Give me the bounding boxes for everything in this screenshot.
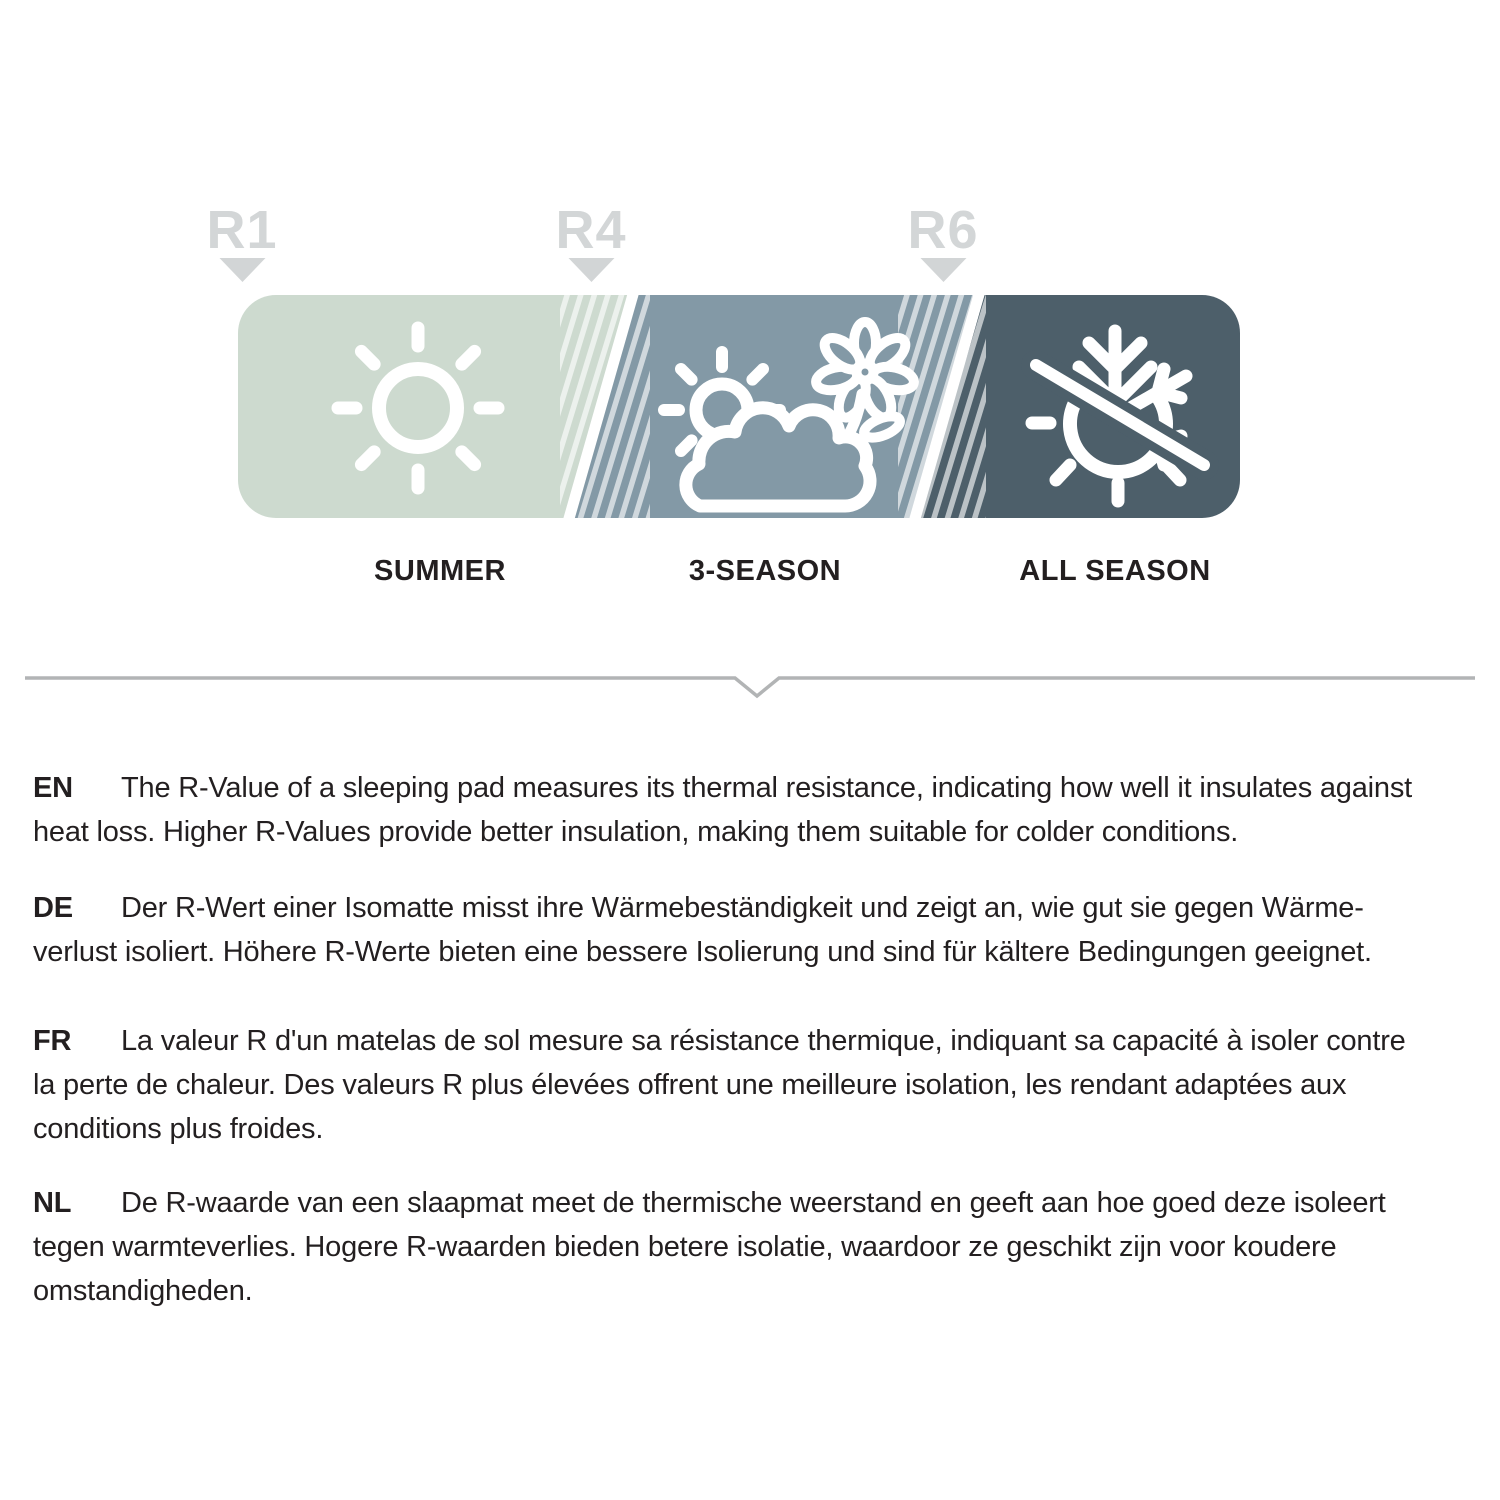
marker-r6 [907, 200, 979, 282]
marker-r4 [555, 200, 627, 282]
paragraph-de-line2: verlust isoliert. Höhere R-Werte bieten eine bessere Isolierung und sind für kältere Bedingungen geeignet. [33, 936, 1372, 968]
three-season-label: 3-SEASON [688, 555, 842, 587]
summer-label: SUMMER [374, 555, 506, 587]
paragraph-de-line1: Der R-Wert einer Isomatte misst ihre Wärmebeständigkeit und zeigt an, wie gut sie gegen Wärme- [121, 892, 1364, 924]
marker-r6-label: R6 [907, 200, 979, 260]
paragraph-en-line1: The R-Value of a sleeping pad measures its thermal resistance, indicating how well it insulates against [121, 772, 1412, 804]
lang-code-en: EN [33, 772, 73, 804]
lang-code-nl: NL [33, 1187, 72, 1219]
lang-code-fr: FR [33, 1025, 72, 1057]
season-scale-bar [238, 295, 1240, 518]
divider-chevron-line [25, 678, 1475, 696]
paragraph-nl-line1: De R-waarde van een slaapmat meet de thermische weerstand en geeft aan hoe goed deze isoleert [121, 1187, 1386, 1219]
section-divider [0, 660, 1500, 720]
paragraph-nl-line2: tegen warmteverlies. Hogere R-waarden bieden betere isolatie, waardoor ze geschikt zijn voor koudere [33, 1231, 1337, 1263]
lang-code-de: DE [33, 892, 73, 924]
paragraph-nl [33, 1181, 1473, 1313]
marker-r1 [206, 200, 278, 282]
paragraph-fr-line1: La valeur R d'un matelas de sol mesure sa résistance thermique, indiquant sa capacité à isoler contre [121, 1025, 1406, 1057]
arrow-down-icon [568, 258, 614, 282]
arrow-down-icon [219, 258, 265, 282]
paragraph-fr-line2: la perte de chaleur. Des valeurs R plus élevées offrent une meilleure isolation, les rendant adaptées aux [33, 1069, 1347, 1101]
arrow-down-icon [920, 258, 966, 282]
paragraph-en [33, 766, 1473, 854]
paragraph-de [33, 886, 1473, 974]
marker-r1-label: R1 [206, 200, 278, 260]
paragraph-nl-line3: omstandigheden. [33, 1275, 253, 1307]
paragraph-fr-line3: conditions plus froides. [33, 1113, 324, 1145]
paragraph-en-line2: heat loss. Higher R-Values provide better insulation, making them suitable for colder conditions. [33, 816, 1239, 848]
marker-r4-label: R4 [555, 200, 627, 260]
all-season-label: ALL SEASON [1019, 555, 1211, 587]
paragraph-fr [33, 1019, 1473, 1151]
